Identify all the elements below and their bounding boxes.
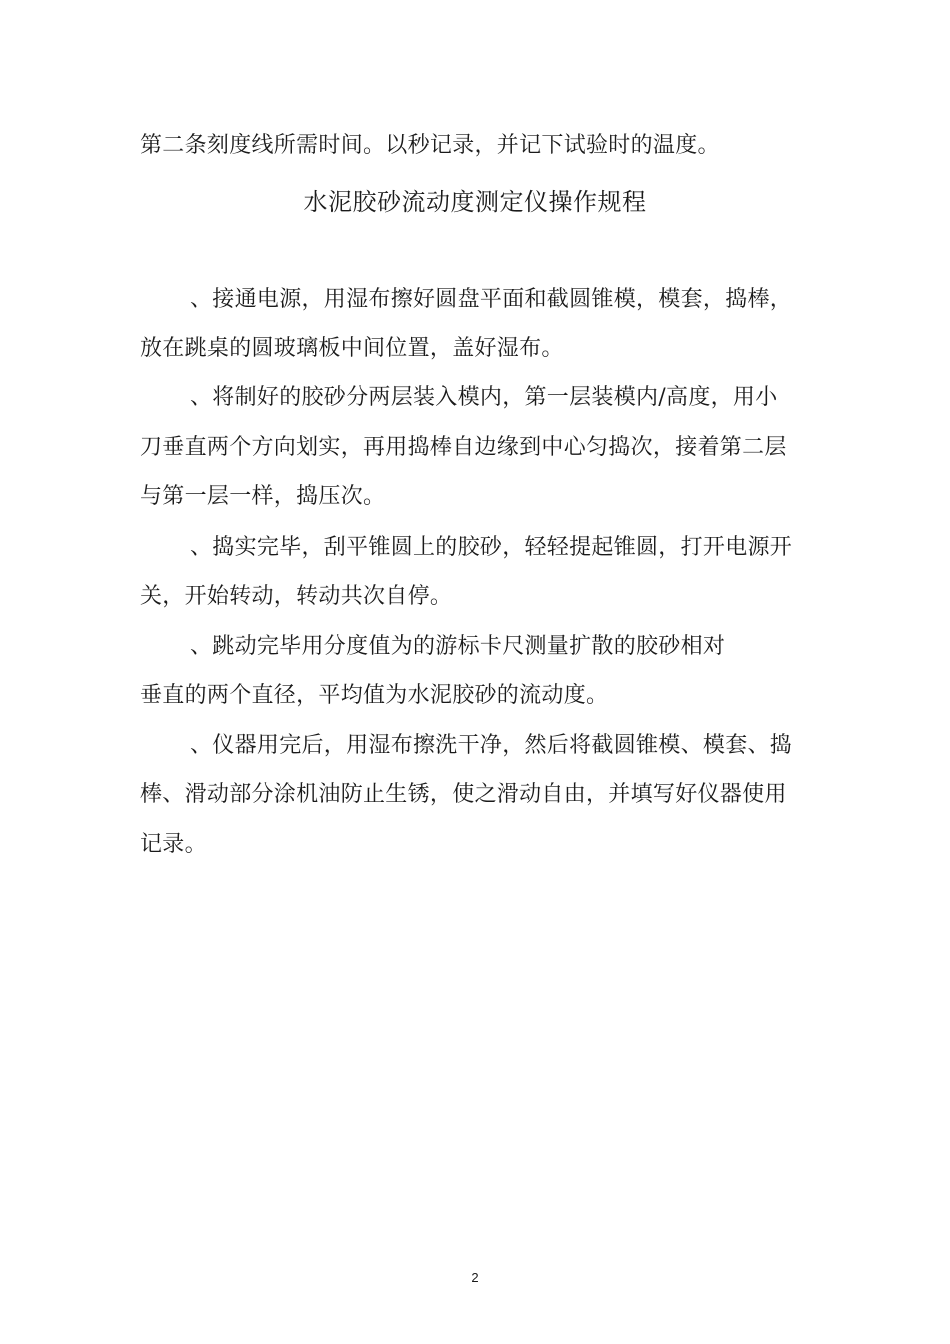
step-4-line-1: 、跳动完毕用分度值为的游标卡尺测量扩散的胶砂相对: [190, 634, 726, 659]
step-4-line-2: 垂直的两个直径，平均值为水泥胶砂的流动度。: [140, 683, 609, 708]
step-2-line-2: 刀垂直两个方向划实，再用捣棒自边缘到中心匀捣次，接着第二层: [140, 435, 787, 460]
step-3-line-2: 关，开始转动，转动共次自停。: [140, 584, 453, 609]
step-2-line-1: 、将制好的胶砂分两层装入模内，第一层装模内/高度，用小: [190, 385, 778, 410]
intro-line: 第二条刻度线所需时间。以秒记录，并记下试验时的温度。: [140, 133, 720, 158]
step-2-line-3: 与第一层一样，捣压次。: [140, 484, 386, 509]
step-1-line-2: 放在跳桌的圆玻璃板中间位置，盖好湿布。: [140, 336, 564, 361]
page-number: 2: [471, 1270, 479, 1285]
step-3-line-1: 、捣实完毕，刮平锥圆上的胶砂，轻轻提起锥圆，打开电源开: [190, 535, 793, 560]
step-1-line-1: 、接通电源，用湿布擦好圆盘平面和截圆锥模，模套，捣棒，: [190, 287, 793, 312]
step-5-line-1: 、仪器用完后，用湿布擦洗干净，然后将截圆锥模、模套、捣: [190, 733, 793, 758]
step-5-line-2: 棒、滑动部分涂机油防止生锈，使之滑动自由，并填写好仪器使用: [140, 782, 787, 807]
step-5-line-3: 记录。: [140, 832, 207, 857]
page-title: 水泥胶砂流动度测定仪操作规程: [303, 188, 647, 216]
